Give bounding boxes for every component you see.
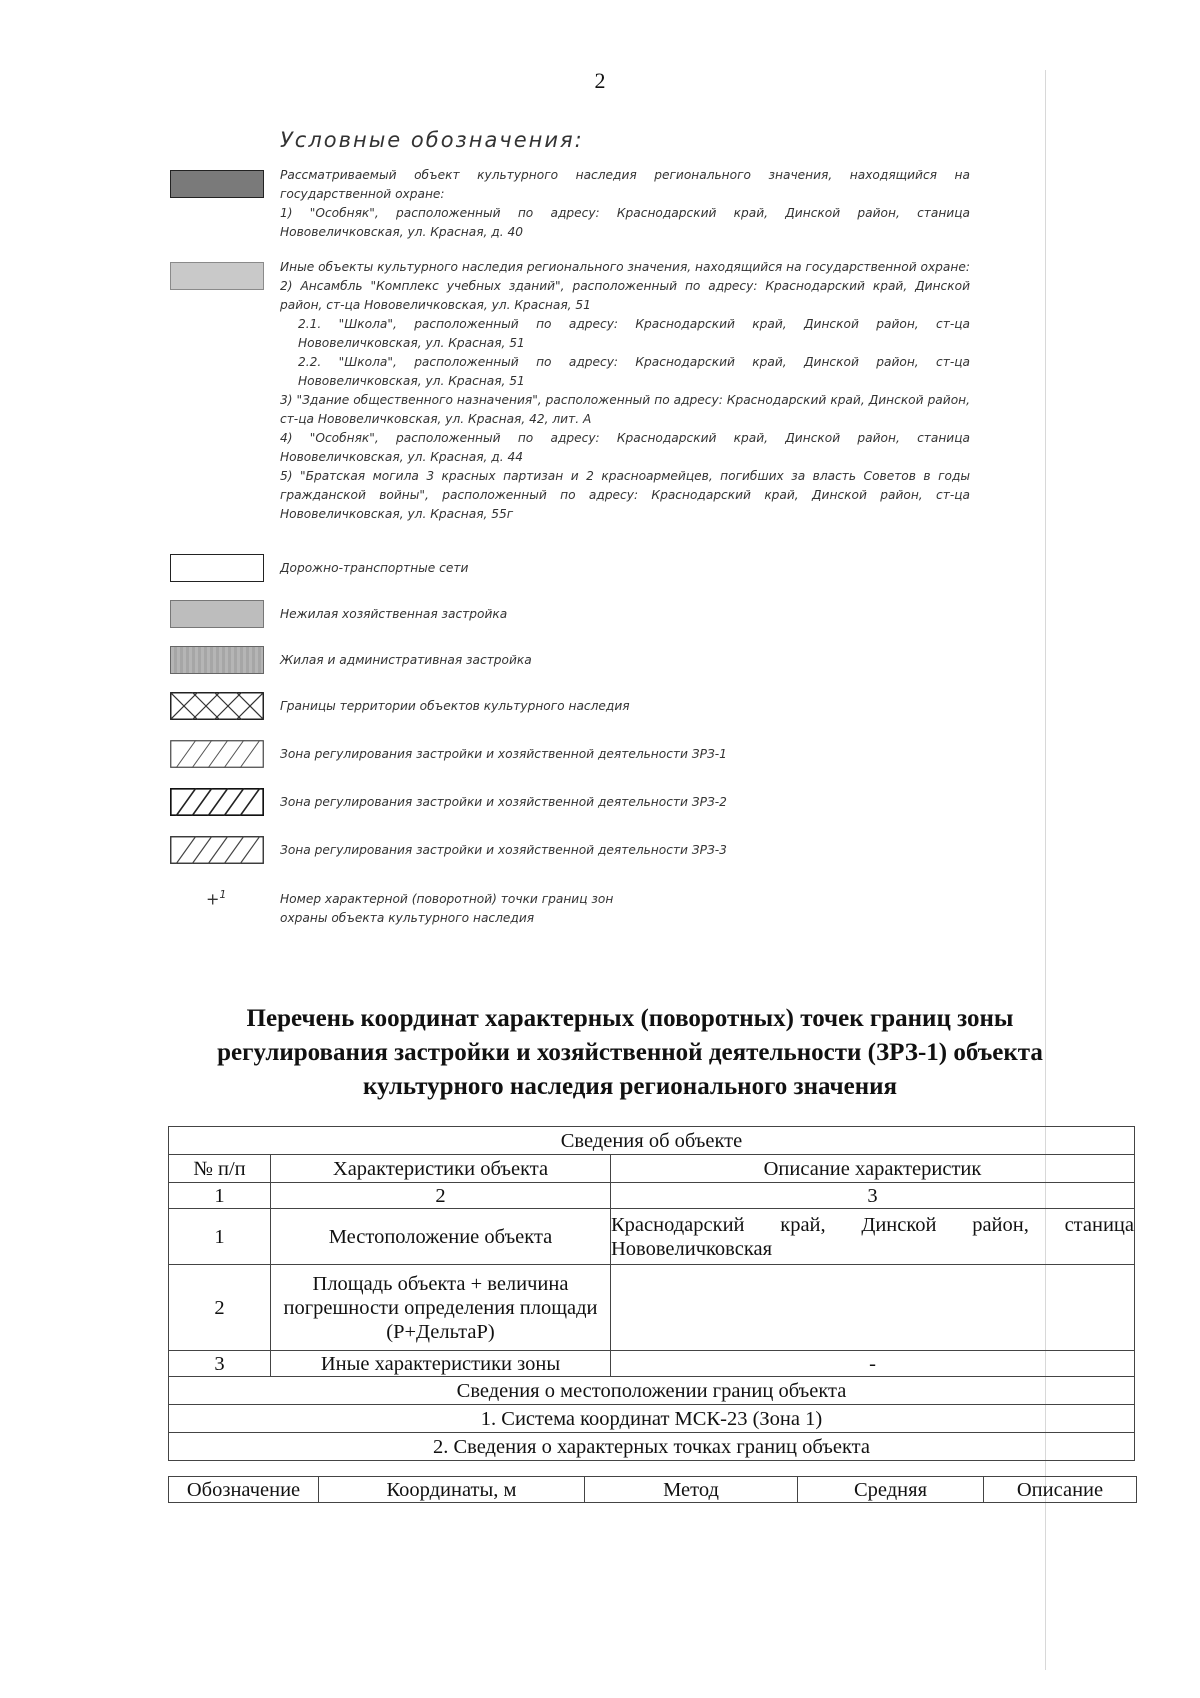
white-swatch [170, 554, 264, 582]
legend-item-residential [170, 646, 970, 692]
row-description: - [611, 1351, 1135, 1377]
legend-text: 2.2. "Школа", расположенный по адресу: Краснодарский край, Динской район, ст-ца Нововеличковская, ул. Красная, 51 [298, 355, 970, 388]
legend-item-roads [170, 554, 970, 600]
row-description [611, 1265, 1135, 1351]
table-row [169, 1351, 1135, 1377]
table-row [169, 1265, 1135, 1351]
column-header: Обозначение [169, 1477, 319, 1503]
legend-text: 2) Ансамбль "Комплекс учебных зданий", расположенный по адресу: Краснодарский край, Динской район, ст-ца Нововеличковская, ул. Красная, 51 [280, 279, 970, 312]
column-header: Метод [585, 1477, 798, 1503]
column-number: 3 [611, 1183, 1135, 1209]
column-number: 2 [271, 1183, 611, 1209]
point-marker-icon: +$^1$ [206, 888, 227, 909]
column-header: Описание [984, 1477, 1137, 1503]
legend-text: Зона регулирования застройки и хозяйственной деятельности ЗРЗ-3 [280, 843, 727, 857]
row-number: 3 [169, 1351, 271, 1377]
legend-item-nonresidential [170, 600, 970, 646]
location-header: Сведения о местоположении границ объекта [169, 1377, 1135, 1405]
column-header: Характеристики объекта [271, 1155, 611, 1183]
hatch-swatch [170, 788, 264, 816]
legend-text: 5) "Братская могила 3 красных партизан и 2 красноармейцев, погибших за власть Советов в годы гражданской войны", расположенный по адресу: Краснодарский край, Динской район, ст-ца Нововеличковская, ул. Красная, 55г [280, 469, 970, 521]
legend-item-zrz-3 [170, 836, 970, 890]
column-header: № п/п [169, 1155, 271, 1183]
coord-system: 1. Система координат МСК-23 (Зона 1) [169, 1405, 1135, 1433]
hatch-swatch [170, 836, 264, 864]
legend-text: Иные объекты культурного наследия регионального значения, находящийся на государственной охране: [280, 260, 970, 274]
legend-item-protected-object [170, 166, 970, 258]
legend-text: 4) "Особняк", расположенный по адресу: Краснодарский край, Динской район, станица Нововеличковская, ул. Красная, д. 44 [280, 431, 970, 464]
legend-text: Номер характерной (поворотной) точки границ зон [280, 892, 614, 906]
legend-text: Дорожно-транспортные сети [280, 561, 469, 575]
legend-item-heritage-boundaries [170, 692, 970, 740]
legend-text: Границы территории объектов культурного наследия [280, 699, 630, 713]
column-header: Средняя [798, 1477, 984, 1503]
legend-item-zrz-2 [170, 788, 970, 836]
points-table [168, 1476, 1137, 1503]
row-name: Местоположение объекта [271, 1209, 611, 1265]
legend-item-other-objects [170, 258, 970, 554]
object-info-table [168, 1126, 1135, 1461]
section-header: Сведения об объекте [169, 1127, 1135, 1155]
legend-item-point-number [170, 890, 970, 934]
legend [170, 166, 970, 934]
row-name: Иные характеристики зоны [271, 1351, 611, 1377]
legend-text: Нежилая хозяйственная застройка [280, 607, 508, 621]
legend-text: Зона регулирования застройки и хозяйственной деятельности ЗРЗ-1 [280, 747, 727, 761]
table-row [169, 1209, 1135, 1265]
row-name: Площадь объекта + величина погрешности определения площади (Р+ДельтаР) [271, 1265, 611, 1351]
legend-text: 2.1. "Школа", расположенный по адресу: Краснодарский край, Динской район, ст-ца Нововеличковская, ул. Красная, 51 [298, 317, 970, 350]
gray-swatch [170, 600, 264, 628]
legend-text: Зона регулирования застройки и хозяйственной деятельности ЗРЗ-2 [280, 795, 727, 809]
legend-text: охраны объекта культурного наследия [280, 911, 535, 925]
legend-item-zrz-1 [170, 740, 970, 788]
points-header: 2. Сведения о характерных точках границ объекта [169, 1433, 1135, 1461]
column-header: Описание характеристик [611, 1155, 1135, 1183]
dark-gray-swatch [170, 170, 264, 198]
crosshatch-swatch [170, 692, 264, 720]
legend-title: Условные обозначения: [280, 128, 584, 152]
legend-text: 1) "Особняк", расположенный по адресу: Краснодарский край, Динской район, станица Нововеличковская, ул. Красная, д. 40 [280, 206, 970, 239]
legend-text: Рассматриваемый объект культурного наследия регионального значения, находящийся на государственной охране: [280, 168, 970, 201]
row-number: 2 [169, 1265, 271, 1351]
column-header: Координаты, м [319, 1477, 585, 1503]
column-number: 1 [169, 1183, 271, 1209]
hatch-swatch [170, 740, 264, 768]
legend-text: 3) "Здание общественного назначения", расположенный по адресу: Краснодарский край, Динской район, ст-ца Нововеличковская, ул. Красная, 42, лит. А [280, 393, 970, 426]
row-description: Краснодарский край, Динской район, станица Нововеличковская [611, 1209, 1135, 1265]
row-number: 1 [169, 1209, 271, 1265]
legend-text: Жилая и административная застройка [280, 653, 532, 667]
textured-gray-swatch [170, 646, 264, 674]
light-gray-swatch [170, 262, 264, 290]
table-title: Перечень координат характерных (поворотных) точек границ зоны регулирования застройки и хозяйственной деятельности (ЗРЗ-1) объекта культурного наследия регионального значения [217, 1005, 1043, 1100]
page-number: 2 [594, 68, 606, 93]
